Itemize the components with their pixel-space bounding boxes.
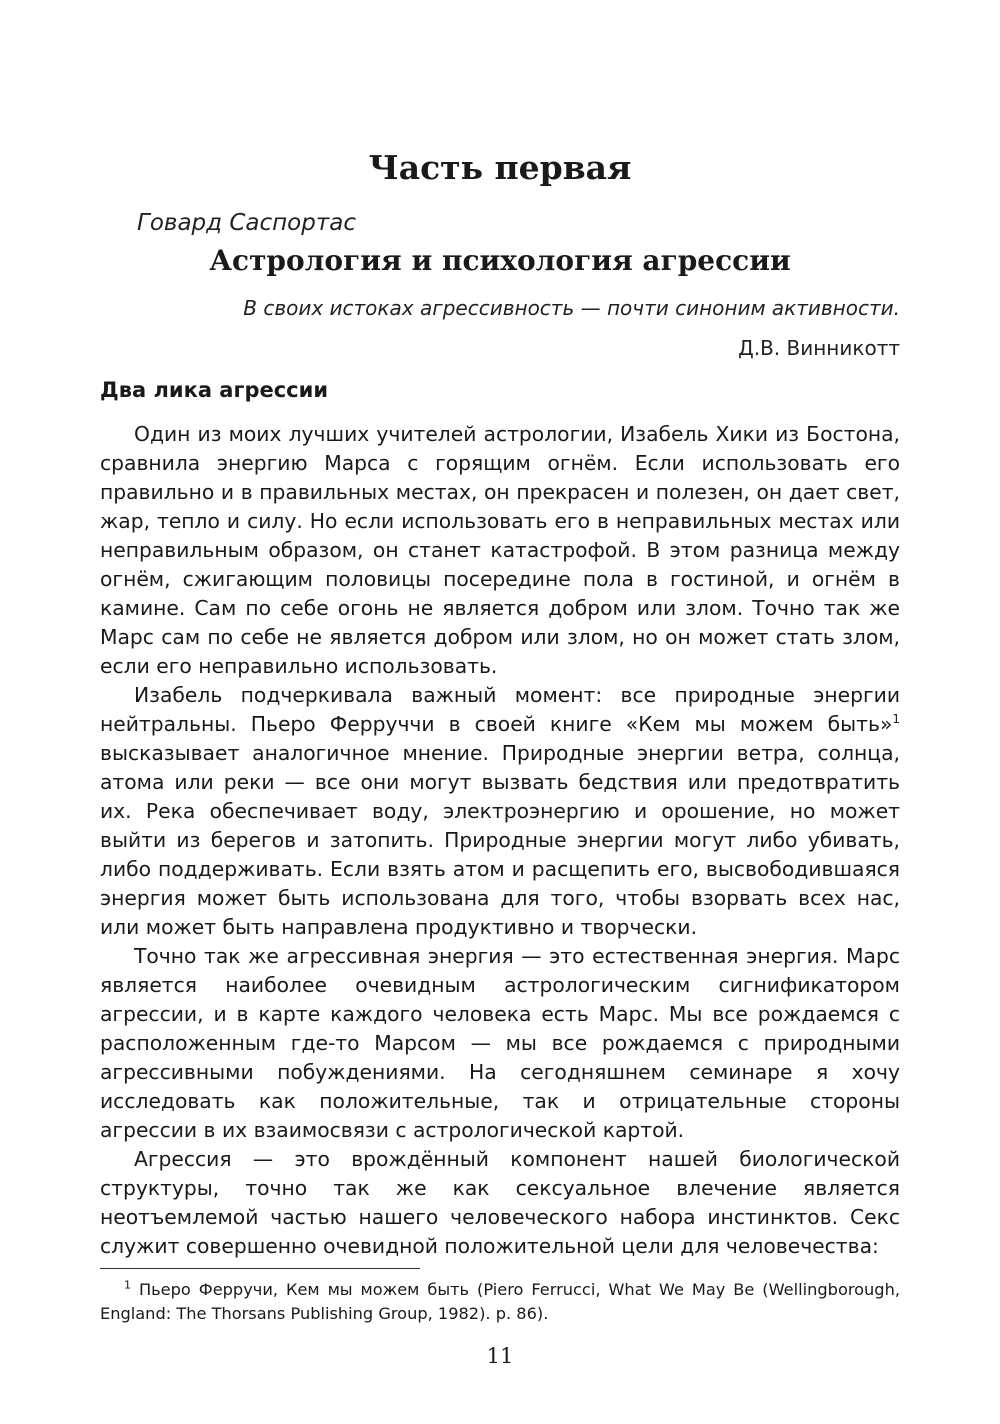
paragraph-2-part-1: Изабель подчеркивала важный момент: все природные энергии нейтральны. Пьеро Ферруччи в своей книге «Кем мы можем быть» [100, 683, 900, 736]
footnote-text: Пьеро Ферручи, Кем мы можем быть (Piero Ferrucci, What We May Be (Wellingborough, England: The Thorsans Publishing Group, 1982). p. 86). [100, 1280, 900, 1323]
body-text [100, 420, 900, 1261]
epigraph-author: Д.В. Винникотт [738, 336, 900, 360]
footnote [100, 1278, 900, 1326]
author-name: Говард Саспортас [137, 210, 356, 236]
paragraph-3: Точно так же агрессивная энергия — это естественная энергия. Марс является наиболее очевидным астрологическим сигнификатором агрессии, и в карте каждого человека есть Марс. Мы все рождаемся с расположенным где-то Марсом — мы все рождаемся с природными агрессивными побуждениями. На сегодняшнем семинаре я хочу исследовать как положительные, так и отрицательные стороны агрессии в их взаимосвязи с астрологической картой. [100, 944, 900, 1142]
footnote-divider [100, 1268, 420, 1269]
paragraph-4: Агрессия — это врождённый компонент нашей биологической структуры, точно так же как сексуальное влечение является неотъемлемой частью нашего человеческого набора инстинктов. Секс служит совершенно очевидной положительной цели для человечества: [100, 1147, 900, 1258]
footnote-reference[interactable]: 1 [892, 712, 900, 727]
part-title: Часть первая [368, 148, 632, 187]
article-title: Астрология и психология агрессии [209, 244, 791, 277]
paragraph-2 [100, 681, 900, 942]
paragraph-2-part-2: высказывает аналогичное мнение. Природные энергии ветра, солнца, атома или реки — все они могут вызвать бедствия или предотвратить их. Река обеспечивает воду, электроэнергию и орошение, но может выйти из берегов и затопить. Природные энергии могут либо убивать, либо поддерживать. Если взять атом и расщепить его, высвободившаяся энергия может быть использована для того, чтобы взорвать всех нас, или может быть направлена продуктивно и творчески. [100, 741, 900, 939]
book-page [100, 0, 900, 1424]
page-number: 11 [486, 1344, 514, 1368]
footnote-number: 1 [124, 1278, 131, 1292]
epigraph-text: В своих истоках агрессивность — почти синоним активности. [243, 296, 900, 320]
paragraph-1: Один из моих лучших учителей астрологии, Изабель Хики из Бостона, сравнила энергию Марса с горящим огнём. Если использовать его правильно и в правильных местах, он прекрасен и полезен, он дает свет, жар, тепло и силу. Но если использовать его в неправильных местах или неправильным образом, он станет катастрофой. В этом разница между огнём, сжигающим половицы посередине пола в гостиной, и огнём в камине. Сам по себе огонь не является добром или злом. Точно так же Марс сам по себе не является добром или злом, но он может стать злом, если его неправильно использовать. [100, 422, 900, 678]
section-heading: Два лика агрессии [100, 378, 329, 402]
